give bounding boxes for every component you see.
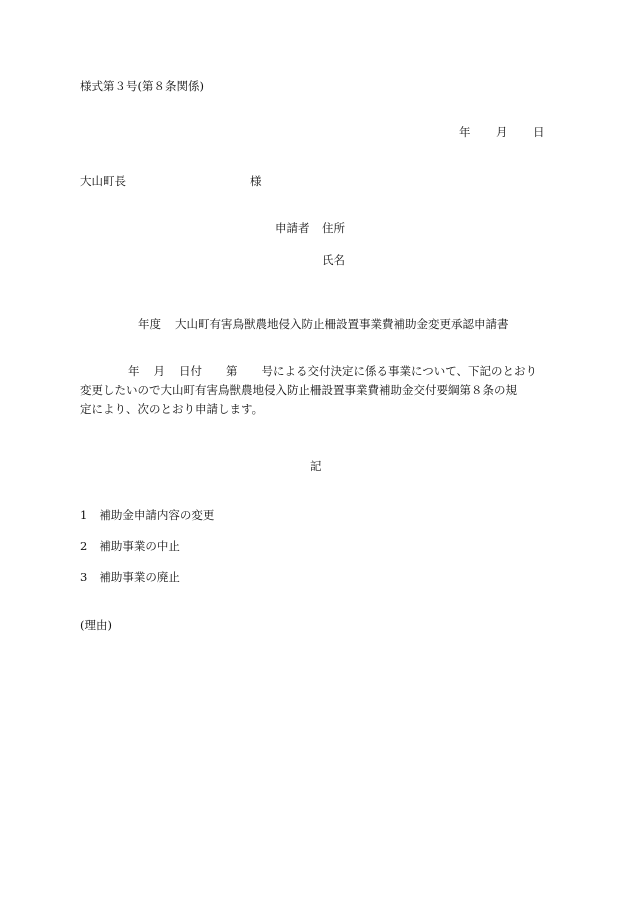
ki-heading: 記 — [310, 459, 322, 473]
list-item-number: 1 — [80, 508, 88, 522]
date-year-label: 年 — [459, 125, 471, 139]
body-line-2: 変更したいので大山町有害鳥獣農地侵入防止柵設置事業費補助金交付要綱第８条の規 — [80, 383, 517, 397]
list-item-text: 補助事業の中止 — [99, 539, 180, 553]
reason-label: (理由) — [80, 618, 112, 632]
body-year: 年 — [128, 364, 140, 378]
list-item — [80, 510, 214, 522]
list-item-text: 補助金申請内容の変更 — [99, 508, 215, 522]
body-paragraph — [80, 362, 558, 419]
list-item-number: 3 — [80, 570, 88, 584]
body-day-issued: 日付 — [179, 364, 202, 378]
date-month-label: 月 — [496, 125, 508, 139]
applicant-label: 申請者 — [275, 221, 310, 235]
applicant-address-label: 住所 — [322, 221, 345, 235]
document-title: 大山町有害鳥獣農地侵入防止柵設置事業費補助金変更承認申請書 — [175, 317, 509, 331]
body-line-3: 定により、次のとおり申請します。 — [80, 402, 264, 416]
body-month: 月 — [153, 364, 165, 378]
body-line-1-rest: 号による交付決定に係る事業について、下記のとおり — [261, 364, 538, 378]
applicant-name-label: 氏名 — [322, 253, 345, 267]
form-number: 様式第３号(第８条関係) — [80, 79, 204, 93]
body-number-prefix: 第 — [226, 364, 238, 378]
list-item — [80, 541, 180, 553]
list-item — [80, 572, 180, 584]
date-day-label: 日 — [533, 125, 545, 139]
body-line-1 — [80, 362, 558, 381]
list-item-number: 2 — [80, 539, 88, 553]
list-item-text: 補助事業の廃止 — [99, 570, 180, 584]
addressee-name: 大山町長 — [80, 174, 126, 188]
addressee-honorific: 様 — [250, 174, 262, 188]
title-year-suffix: 年度 — [138, 317, 161, 331]
